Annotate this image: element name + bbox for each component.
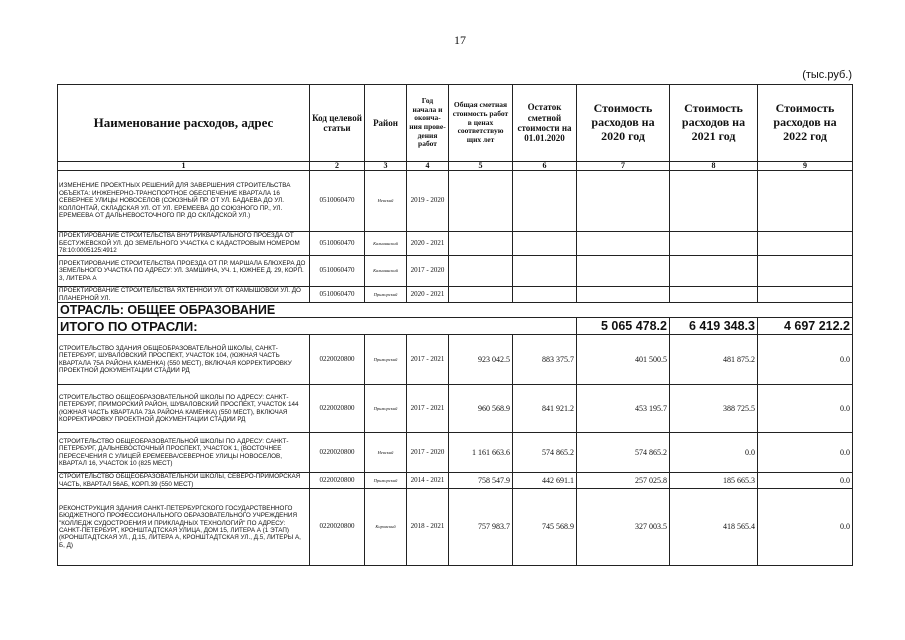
row-cost-2020	[577, 256, 670, 287]
header-cost-2020: Стоимость расходов на 2020 год	[577, 85, 670, 162]
row-code: 0510060470	[310, 232, 365, 256]
header-total-cost: Общая сметная стоимость работ в ценах соответствую щих лет	[449, 85, 513, 162]
header-years: Год начала и оконча- ния прове- дения работ	[407, 85, 449, 162]
row-total-cost	[449, 256, 513, 287]
row-name: РЕКОНСТРУКЦИЯ ЗДАНИЯ САНКТ-ПЕТЕРБУРГСКОГО ГОСУДАРСТВЕННОГО БЮДЖЕТНОГО ПРОФЕССИОНАЛЬНОГО ОБРАЗОВАТЕЛЬНОГО УЧРЕЖДЕНИЯ "КОЛЛЕДЖ СУДОСТРОЕНИЯ И ПРИКЛАДНЫХ ТЕХНОЛОГИЙ" ПО АДРЕСУ: САНКТ-ПЕТЕРБУРГ, КРОНШТАДТСКАЯ УЛИЦА, ДОМ 15, ЛИТЕРА А (1 ЭТАП) (КРОНШТАДТСКАЯ УЛ., Д.15, ЛИТЕРА А, КРОНШТАДТСКАЯ УЛ., Д.5, ЛИТЕРЫ А, Б, Д)	[58, 489, 310, 566]
row-district: Приморский	[365, 287, 407, 303]
header-code: Код целевой статьи	[310, 85, 365, 162]
row-code: 0220020800	[310, 473, 365, 489]
row-name: СТРОИТЕЛЬСТВО ОБЩЕОБРАЗОВАТЕЛЬНОЙ ШКОЛЫ ПО АДРЕСУ: САНКТ-ПЕТЕРБУРГ, ДАЛЬНЕВОСТОЧНЫЙ ПРОСПЕКТ, УЧАСТОК 1, (ВОСТОЧНЕЕ ПЕРЕСЕЧЕНИЯ С УЛИЦЕЙ ЕРЕМЕЕВА/СЕВЕРНОЕ УЛИЦЫ НОВОСЕЛОВ, КВАРТАЛ 16, УЧАСТОК 10 (825 МЕСТ)	[58, 433, 310, 473]
column-number: 1	[58, 162, 310, 171]
row-code: 0220020800	[310, 433, 365, 473]
row-cost-2020: 574 865.2	[577, 433, 670, 473]
row-years: 2017 - 2020	[407, 256, 449, 287]
row-name: ПРОЕКТИРОВАНИЕ СТРОИТЕЛЬСТВА ЯХТЕННОЙ УЛ. ОТ КАМЫШОВОЙ УЛ. ДО ПЛАНЕРНОЙ УЛ.	[58, 287, 310, 303]
total-label: ИТОГО ПО ОТРАСЛИ:	[58, 318, 577, 335]
header-district: Район	[365, 85, 407, 162]
table-row	[58, 256, 853, 287]
header-balance: Остаток сметной стоимости на 01.01.2020	[513, 85, 577, 162]
row-cost-2020: 401 500.5	[577, 335, 670, 385]
row-name: ИЗМЕНЕНИЕ ПРОЕКТНЫХ РЕШЕНИЙ ДЛЯ ЗАВЕРШЕНИЯ СТРОИТЕЛЬСТВА ОБЪЕКТА: ИНЖЕНЕРНО-ТРАНСПОРТНОЕ ОБЕСПЕЧЕНИЕ КВАРТАЛА 16 СЕВЕРНЕЕ УЛИЦЫ НОВОСЕЛОВ (СОЮЗНЫЙ ПР. ОТ УЛ. БАДАЕВА ДО УЛ. КОЛЛОНТАЙ, СКЛАДСКАЯ УЛ. ОТ УЛ. ЕРЕМЕЕВА ДО СОЮЗНОГО ПР., УЛ. ЕРЕМЕЕВА ОТ ДАЛЬНЕВОСТОЧНОГО ПР. ДО СКЛАДСКОЙ УЛ.)	[58, 171, 310, 232]
row-balance: 841 921.2	[513, 385, 577, 433]
column-number-row	[58, 162, 853, 171]
row-cost-2022	[758, 171, 853, 232]
row-name: ПРОЕКТИРОВАНИЕ СТРОИТЕЛЬСТВА ВНУТРИКВАРТАЛЬНОГО ПРОЕЗДА ОТ БЕСТУЖЕВСКОЙ УЛ. ДО ЗЕМЕЛЬНОГО УЧАСТКА С КАДАСТРОВЫМ НОМЕРОМ 78:10:0005125:4912	[58, 232, 310, 256]
row-district: Приморский	[365, 335, 407, 385]
row-total-cost: 757 983.7	[449, 489, 513, 566]
row-cost-2022: 0.0	[758, 489, 853, 566]
row-years: 2017 - 2021	[407, 335, 449, 385]
header-name: Наименование расходов, адрес	[58, 85, 310, 162]
header-cost-2022: Стоимость расходов на 2022 год	[758, 85, 853, 162]
row-cost-2021: 418 565.4	[670, 489, 758, 566]
row-cost-2021	[670, 171, 758, 232]
row-district: Невский	[365, 171, 407, 232]
row-cost-2021	[670, 256, 758, 287]
total-row	[58, 318, 853, 335]
row-total-cost	[449, 171, 513, 232]
row-code: 0220020800	[310, 385, 365, 433]
row-cost-2021: 0.0	[670, 433, 758, 473]
row-years: 2014 - 2021	[407, 473, 449, 489]
total-2021: 6 419 348.3	[670, 318, 758, 335]
column-number: 2	[310, 162, 365, 171]
header-cost-2021: Стоимость расходов на 2021 год	[670, 85, 758, 162]
row-cost-2020: 257 025.8	[577, 473, 670, 489]
row-cost-2022	[758, 287, 853, 303]
column-number: 7	[577, 162, 670, 171]
table-row	[58, 473, 853, 489]
total-2022: 4 697 212.2	[758, 318, 853, 335]
row-name: СТРОИТЕЛЬСТВО ЗДАНИЯ ОБЩЕОБРАЗОВАТЕЛЬНОЙ ШКОЛЫ, САНКТ-ПЕТЕРБУРГ, ШУВАЛОВСКИЙ ПРОСПЕКТ, УЧАСТОК 104, (ЮЖНАЯ ЧАСТЬ КВАРТАЛА 75А РАЙОНА КАМЕНКА) (550 МЕСТ), ВКЛЮЧАЯ КОРРЕКТИРОВКУ ПРОЕКТНОЙ ДОКУМЕНТАЦИИ СТАДИИ РД	[58, 335, 310, 385]
row-years: 2020 - 2021	[407, 232, 449, 256]
column-number: 4	[407, 162, 449, 171]
section-title: ОТРАСЛЬ: ОБЩЕЕ ОБРАЗОВАНИЕ	[58, 303, 853, 318]
row-code: 0220020800	[310, 335, 365, 385]
table-row	[58, 433, 853, 473]
row-cost-2020	[577, 232, 670, 256]
table-row	[58, 489, 853, 566]
budget-table	[57, 84, 853, 566]
row-total-cost: 1 161 663.6	[449, 433, 513, 473]
column-number: 3	[365, 162, 407, 171]
section-row	[58, 303, 853, 318]
row-cost-2020: 453 195.7	[577, 385, 670, 433]
row-district: Приморский	[365, 473, 407, 489]
row-balance: 574 865.2	[513, 433, 577, 473]
row-cost-2022: 0.0	[758, 385, 853, 433]
row-years: 2018 - 2021	[407, 489, 449, 566]
row-total-cost: 960 568.9	[449, 385, 513, 433]
row-cost-2022: 0.0	[758, 335, 853, 385]
row-cost-2021	[670, 287, 758, 303]
row-district: Кировский	[365, 489, 407, 566]
column-number: 8	[670, 162, 758, 171]
row-cost-2021	[670, 232, 758, 256]
row-district: Приморский	[365, 385, 407, 433]
row-code: 0510060470	[310, 256, 365, 287]
row-total-cost	[449, 287, 513, 303]
table-row	[58, 385, 853, 433]
row-cost-2021: 388 725.5	[670, 385, 758, 433]
row-years: 2019 - 2020	[407, 171, 449, 232]
row-name: СТРОИТЕЛЬСТВО ОБЩЕОБРАЗОВАТЕЛЬНОЙ ШКОЛЫ, СЕВЕРО-ПРИМОРСКАЯ ЧАСТЬ, КВАРТАЛ 56АБ, КОРП.39 (550 МЕСТ)	[58, 473, 310, 489]
row-name: ПРОЕКТИРОВАНИЕ СТРОИТЕЛЬСТВА ПРОЕЗДА ОТ ПР. МАРШАЛА БЛЮХЕРА ДО ЗЕМЕЛЬНОГО УЧАСТКА ПО АДРЕСУ: УЛ. ЗАМШИНА, УЧ. 1, ЮЖНЕЕ Д. 29, КОРП. 3, ЛИТЕРА А	[58, 256, 310, 287]
row-code: 0220020800	[310, 489, 365, 566]
row-cost-2022	[758, 256, 853, 287]
row-balance: 442 691.1	[513, 473, 577, 489]
row-balance: 745 568.9	[513, 489, 577, 566]
row-years: 2017 - 2021	[407, 385, 449, 433]
row-total-cost: 758 547.9	[449, 473, 513, 489]
row-cost-2022: 0.0	[758, 433, 853, 473]
row-cost-2022: 0.0	[758, 473, 853, 489]
total-2020: 5 065 478.2	[577, 318, 670, 335]
row-balance	[513, 256, 577, 287]
row-total-cost	[449, 232, 513, 256]
row-district: Невский	[365, 433, 407, 473]
row-name: СТРОИТЕЛЬСТВО ОБЩЕОБРАЗОВАТЕЛЬНОЙ ШКОЛЫ ПО АДРЕСУ: САНКТ-ПЕТЕРБУРГ, ПРИМОРСКИЙ РАЙОН, ШУВАЛОВСКИЙ ПРОСПЕКТ, УЧАСТОК 144 (ЮЖНАЯ ЧАСТЬ КВАРТАЛА 73А РАЙОНА КАМЕНКА) (550 МЕСТ), ВКЛЮЧАЯ КОРРЕКТИРОВКУ ПРОЕКТНОЙ ДОКУМЕНТАЦИИ СТАДИИ РД	[58, 385, 310, 433]
table-row	[58, 232, 853, 256]
row-cost-2021: 185 665.3	[670, 473, 758, 489]
row-cost-2022	[758, 232, 853, 256]
row-district: Калининский	[365, 232, 407, 256]
header-row	[58, 85, 853, 162]
row-cost-2021: 481 875.2	[670, 335, 758, 385]
table-row	[58, 287, 853, 303]
column-number: 9	[758, 162, 853, 171]
row-balance	[513, 287, 577, 303]
table-row	[58, 335, 853, 385]
page-number: 17	[454, 33, 466, 47]
row-balance	[513, 171, 577, 232]
column-number: 5	[449, 162, 513, 171]
column-number: 6	[513, 162, 577, 171]
row-cost-2020: 327 003.5	[577, 489, 670, 566]
row-code: 0510060470	[310, 287, 365, 303]
row-cost-2020	[577, 287, 670, 303]
row-district: Калининский	[365, 256, 407, 287]
table-row	[58, 171, 853, 232]
row-cost-2020	[577, 171, 670, 232]
units-label: (тыс.руб.)	[802, 69, 852, 81]
row-years: 2020 - 2021	[407, 287, 449, 303]
row-code: 0510060470	[310, 171, 365, 232]
row-years: 2017 - 2020	[407, 433, 449, 473]
row-balance	[513, 232, 577, 256]
row-total-cost: 923 042.5	[449, 335, 513, 385]
row-balance: 883 375.7	[513, 335, 577, 385]
